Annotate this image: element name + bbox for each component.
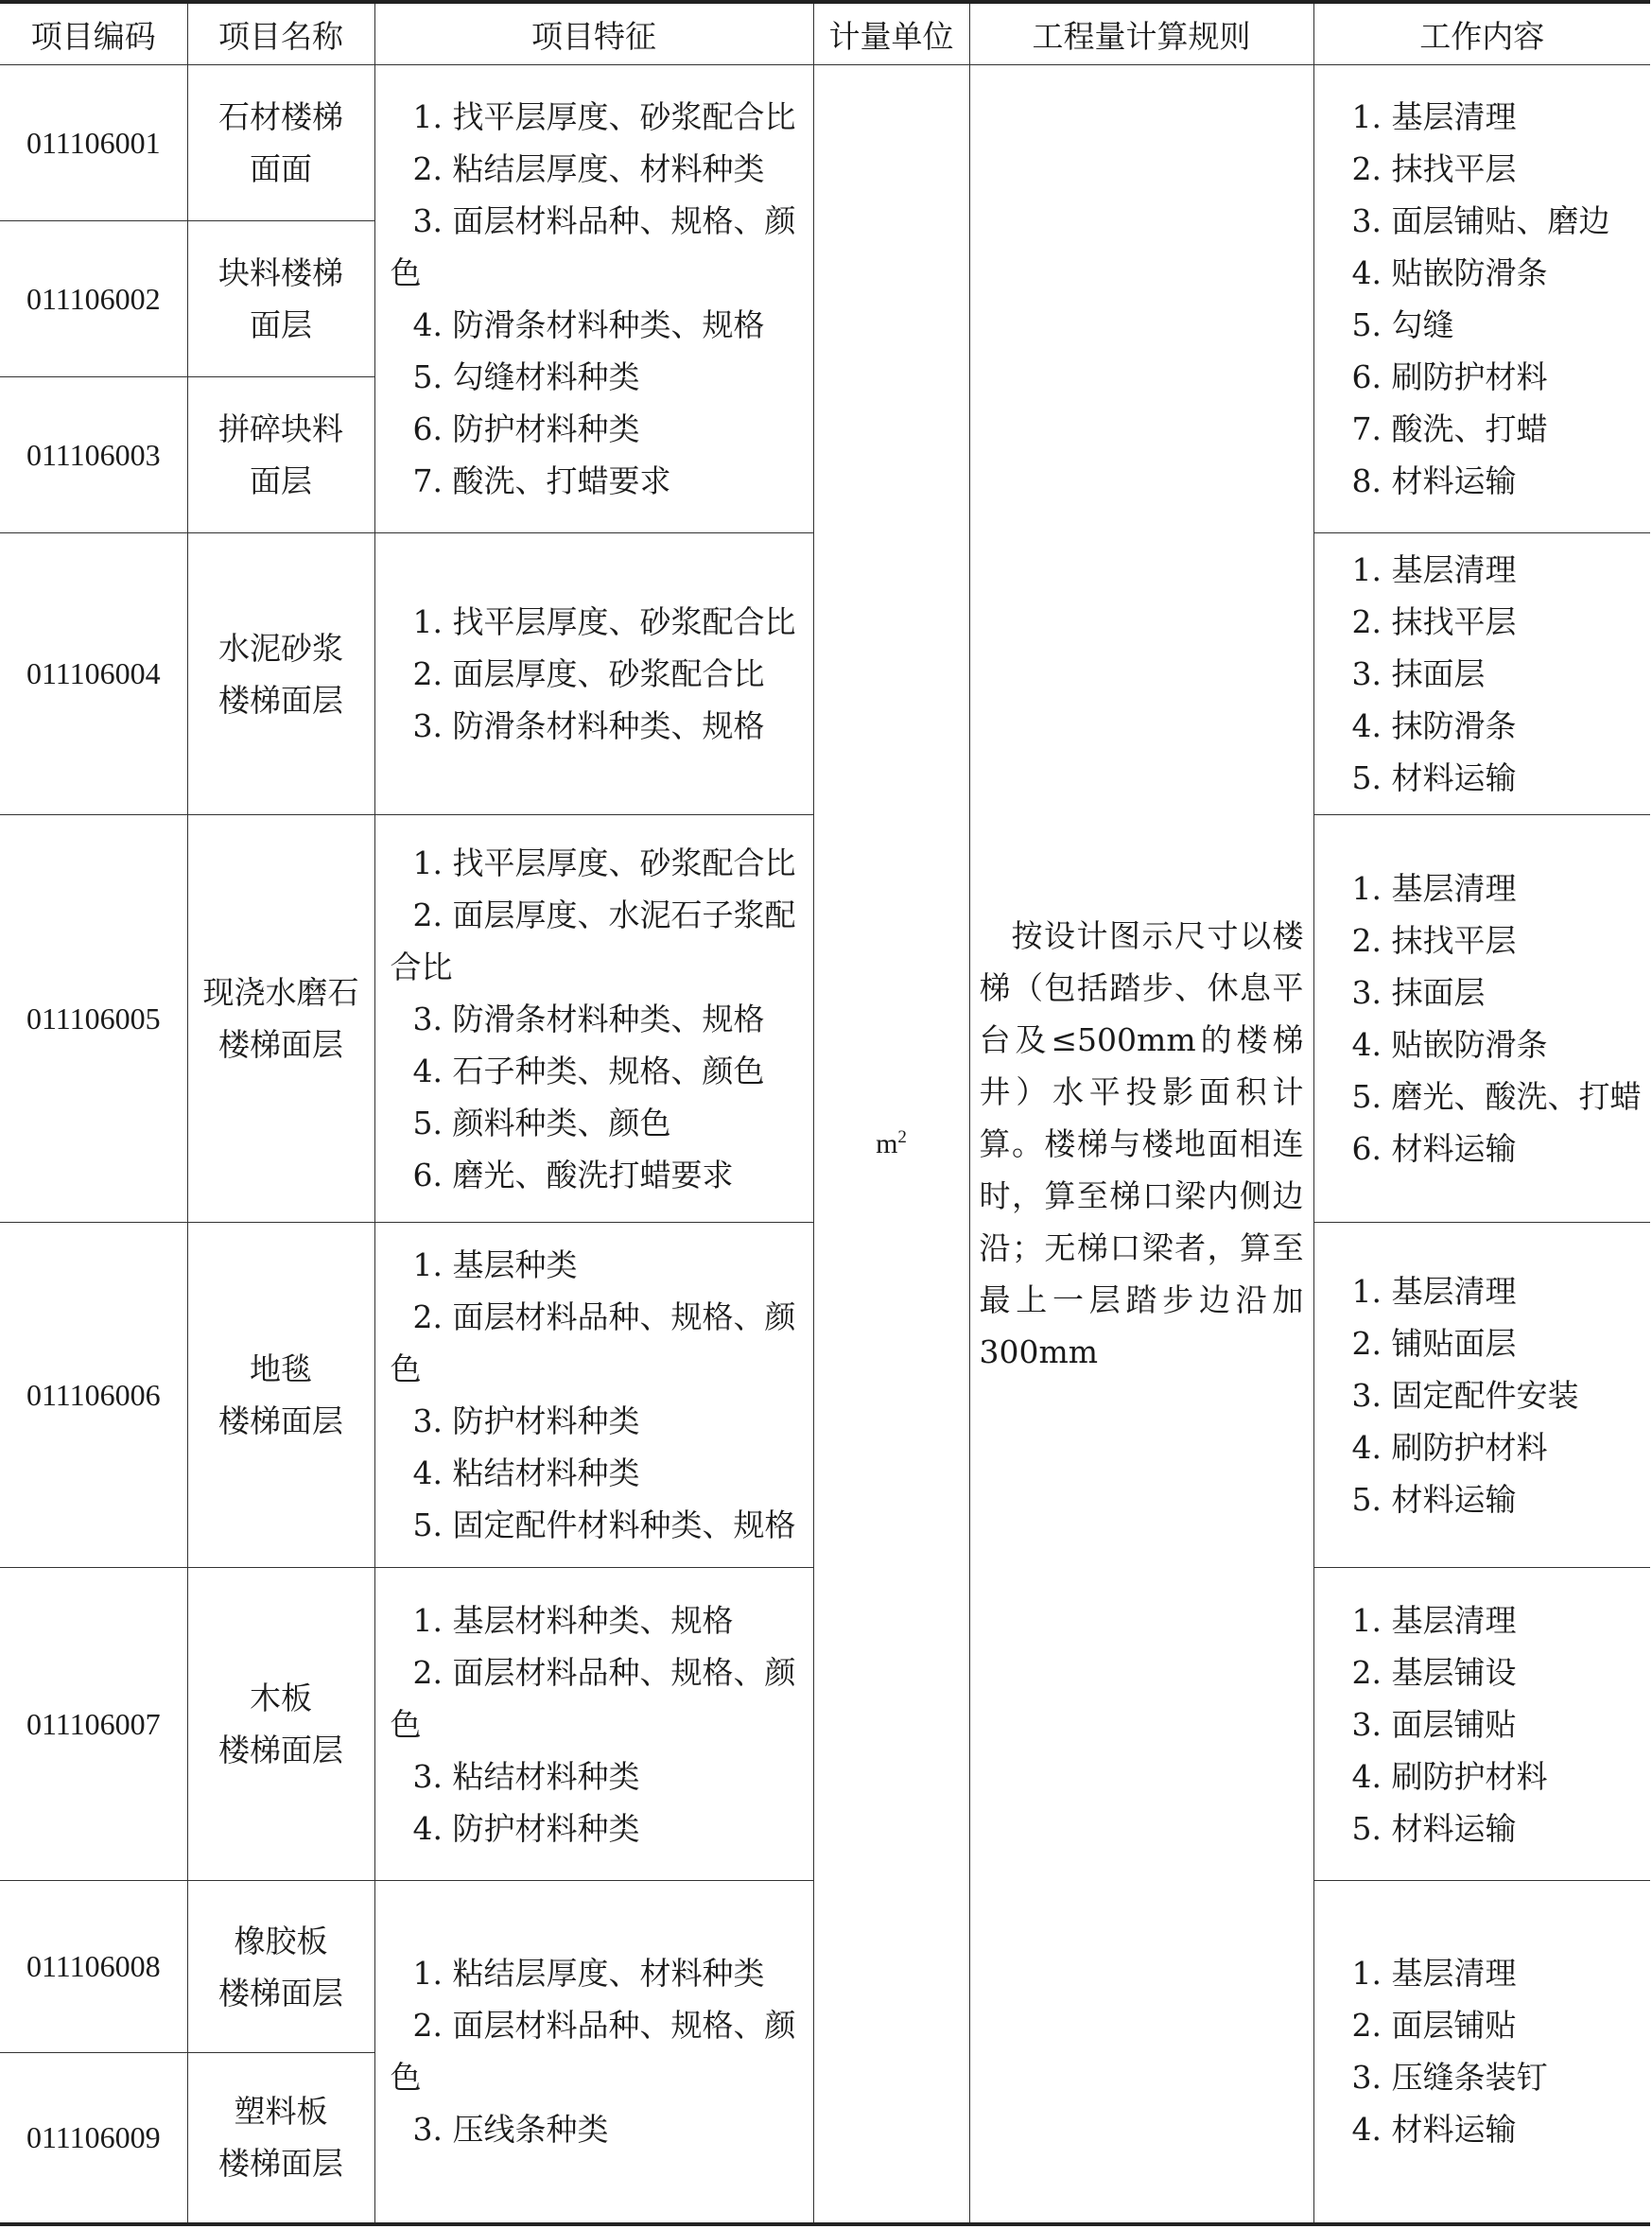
- unit-cell: [813, 65, 969, 2224]
- table-row: [0, 65, 1650, 221]
- work-item: 3. 抹面层: [1351, 974, 1486, 1011]
- feature-item: 3. 面层材料品种、规格、颜色: [390, 202, 796, 291]
- work-item: 2. 抹找平层: [1351, 150, 1517, 187]
- work-item: 1. 基层清理: [1351, 551, 1517, 588]
- feature-item: 4. 石子种类、规格、颜色: [412, 1052, 765, 1089]
- work-item: 4. 抹防滑条: [1351, 707, 1517, 744]
- work-item: 7. 酸洗、打蜡: [1351, 410, 1548, 447]
- item-name: [187, 533, 374, 815]
- item-code: 011106001: [0, 65, 187, 221]
- header-code: 项目编码: [0, 2, 187, 65]
- rule-cell: [969, 65, 1313, 2224]
- item-name-line: 塑料板: [234, 2093, 328, 2131]
- work-item: 3. 面层铺贴: [1351, 1705, 1517, 1743]
- item-name: [187, 1881, 374, 2053]
- feature-item: 6. 防护材料种类: [412, 410, 640, 447]
- item-work: [1313, 1223, 1650, 1568]
- item-work: [1313, 1881, 1650, 2224]
- work-item: 8. 材料运输: [1351, 462, 1517, 499]
- feature-item: 3. 防滑条材料种类、规格: [412, 707, 765, 744]
- header-row: [0, 2, 1650, 65]
- feature-item: 5. 固定配件材料种类、规格: [412, 1506, 796, 1543]
- item-features: [374, 533, 813, 815]
- feature-item: 3. 防滑条材料种类、规格: [412, 1000, 765, 1037]
- work-item: 5. 磨光、酸洗、打蜡: [1351, 1078, 1642, 1115]
- item-work: [1313, 533, 1650, 815]
- work-item: 1. 基层清理: [1351, 1601, 1517, 1639]
- feature-item: 2. 面层厚度、砂浆配合比: [412, 655, 765, 692]
- item-code: 011106008: [0, 1881, 187, 2053]
- work-item: 3. 压缝条装钉: [1351, 2059, 1548, 2097]
- work-item: 3. 抹面层: [1351, 655, 1486, 692]
- item-name-line: 现浇水磨石: [202, 974, 359, 1011]
- feature-item: 1. 找平层厚度、砂浆配合比: [412, 603, 796, 640]
- feature-item: 3. 防护材料种类: [412, 1402, 640, 1439]
- feature-item: 2. 面层材料品种、规格、颜色: [390, 1298, 796, 1387]
- work-item: 1. 基层清理: [1351, 1272, 1517, 1310]
- feature-item: 3. 压线条种类: [412, 2111, 609, 2149]
- item-features: [374, 815, 813, 1223]
- item-name: [187, 65, 374, 221]
- feature-item: 2. 粘结层厚度、材料种类: [412, 150, 765, 187]
- work-item: 5. 材料运输: [1351, 1809, 1517, 1847]
- work-item: 4. 刷防护材料: [1351, 1428, 1548, 1466]
- item-name-line: 楼梯面层: [218, 2145, 343, 2183]
- work-item: 5. 材料运输: [1351, 1480, 1517, 1518]
- feature-item: 4. 粘结材料种类: [412, 1454, 640, 1491]
- item-name: [187, 815, 374, 1223]
- item-code: 011106003: [0, 377, 187, 533]
- feature-item: 1. 基层材料种类、规格: [412, 1601, 734, 1639]
- work-item: 1. 基层清理: [1351, 1955, 1517, 1993]
- feature-item: 7. 酸洗、打蜡要求: [412, 462, 671, 499]
- feature-item: 1. 基层种类: [412, 1246, 578, 1283]
- feature-item: 1. 找平层厚度、砂浆配合比: [412, 98, 796, 135]
- item-code: 011106002: [0, 221, 187, 377]
- item-name-line: 水泥砂浆: [218, 629, 343, 667]
- item-name-line: 面层: [250, 462, 312, 499]
- item-name-line: 楼梯面层: [218, 681, 343, 719]
- feature-item: 5. 勾缝材料种类: [412, 358, 640, 395]
- item-work: [1313, 815, 1650, 1223]
- item-features: [374, 1223, 813, 1568]
- item-code: 011106009: [0, 2053, 187, 2224]
- feature-item: 1. 找平层厚度、砂浆配合比: [412, 844, 796, 881]
- work-item: 2. 抹找平层: [1351, 922, 1517, 959]
- item-name-line: 橡胶板: [234, 1922, 328, 1959]
- work-item: 4. 刷防护材料: [1351, 1757, 1548, 1795]
- item-name-line: 地毯: [250, 1350, 312, 1387]
- feature-item: 3. 粘结材料种类: [412, 1757, 640, 1795]
- work-item: 2. 基层铺设: [1351, 1653, 1517, 1691]
- work-item: 6. 刷防护材料: [1351, 358, 1548, 395]
- item-code: 011106006: [0, 1223, 187, 1568]
- item-name-line: 楼梯面层: [218, 1026, 343, 1063]
- item-name: [187, 2053, 374, 2224]
- feature-item: 2. 面层材料品种、规格、颜色: [390, 2007, 796, 2097]
- feature-item: 2. 面层材料品种、规格、颜色: [390, 1653, 796, 1743]
- header-work: 工作内容: [1313, 2, 1650, 65]
- feature-item: 4. 防护材料种类: [412, 1809, 640, 1847]
- unit-base: m: [876, 1127, 898, 1159]
- item-code: 011106007: [0, 1568, 187, 1881]
- work-item: 5. 材料运输: [1351, 759, 1517, 796]
- header-unit: 计量单位: [813, 2, 969, 65]
- work-item: 3. 面层铺贴、磨边: [1351, 202, 1610, 239]
- item-code: 011106004: [0, 533, 187, 815]
- feature-item: 4. 防滑条材料种类、规格: [412, 306, 765, 343]
- feature-item: 5. 颜料种类、颜色: [412, 1104, 671, 1141]
- item-name: [187, 221, 374, 377]
- work-item: 4. 材料运输: [1351, 2111, 1517, 2149]
- work-item: 2. 铺贴面层: [1351, 1324, 1517, 1362]
- item-name-line: 木板: [250, 1680, 312, 1716]
- work-item: 6. 材料运输: [1351, 1130, 1517, 1167]
- item-work: [1313, 1568, 1650, 1881]
- feature-item: 6. 磨光、酸洗打蜡要求: [412, 1156, 734, 1193]
- item-name-line: 面面: [250, 150, 312, 187]
- item-name-line: 拼碎块料: [218, 410, 343, 447]
- header-features: 项目特征: [374, 2, 813, 65]
- item-features: [374, 1568, 813, 1881]
- item-name: [187, 377, 374, 533]
- item-name-line: 楼梯面层: [218, 1732, 343, 1768]
- feature-item: 1. 粘结层厚度、材料种类: [412, 1955, 765, 1993]
- item-name: [187, 1223, 374, 1568]
- work-item: 5. 勾缝: [1351, 306, 1454, 343]
- feature-item: 2. 面层厚度、水泥石子浆配合比: [390, 896, 796, 985]
- item-features: [374, 1881, 813, 2224]
- header-name: 项目名称: [187, 2, 374, 65]
- work-item: 4. 贴嵌防滑条: [1351, 1026, 1548, 1063]
- work-item: 2. 抹找平层: [1351, 603, 1517, 640]
- item-name: [187, 1568, 374, 1881]
- work-item: 4. 贴嵌防滑条: [1351, 254, 1548, 291]
- item-name-line: 楼梯面层: [218, 1402, 343, 1439]
- header-rule: 工程量计算规则: [969, 2, 1313, 65]
- work-item: 1. 基层清理: [1351, 870, 1517, 907]
- item-features: [374, 65, 813, 533]
- rule-text: 按设计图示尺寸以楼梯（包括踏步、休息平台及≤500mm的楼梯井）水平投影面积计算。楼梯与楼地面相连时，算至梯口梁内侧边沿；无梯口梁者，算至最上一层踏步边沿加300mm: [979, 916, 1304, 1370]
- work-item: 3. 固定配件安装: [1351, 1376, 1579, 1414]
- item-work: [1313, 65, 1650, 533]
- work-item: 1. 基层清理: [1351, 98, 1517, 135]
- item-name-line: 石材楼梯: [218, 98, 343, 135]
- work-item: 2. 面层铺贴: [1351, 2007, 1517, 2045]
- item-name-line: 面层: [250, 306, 312, 343]
- item-name-line: 块料楼梯: [218, 254, 343, 291]
- item-code: 011106005: [0, 815, 187, 1223]
- unit-exponent: 2: [897, 1126, 907, 1147]
- item-name-line: 楼梯面层: [218, 1974, 343, 2011]
